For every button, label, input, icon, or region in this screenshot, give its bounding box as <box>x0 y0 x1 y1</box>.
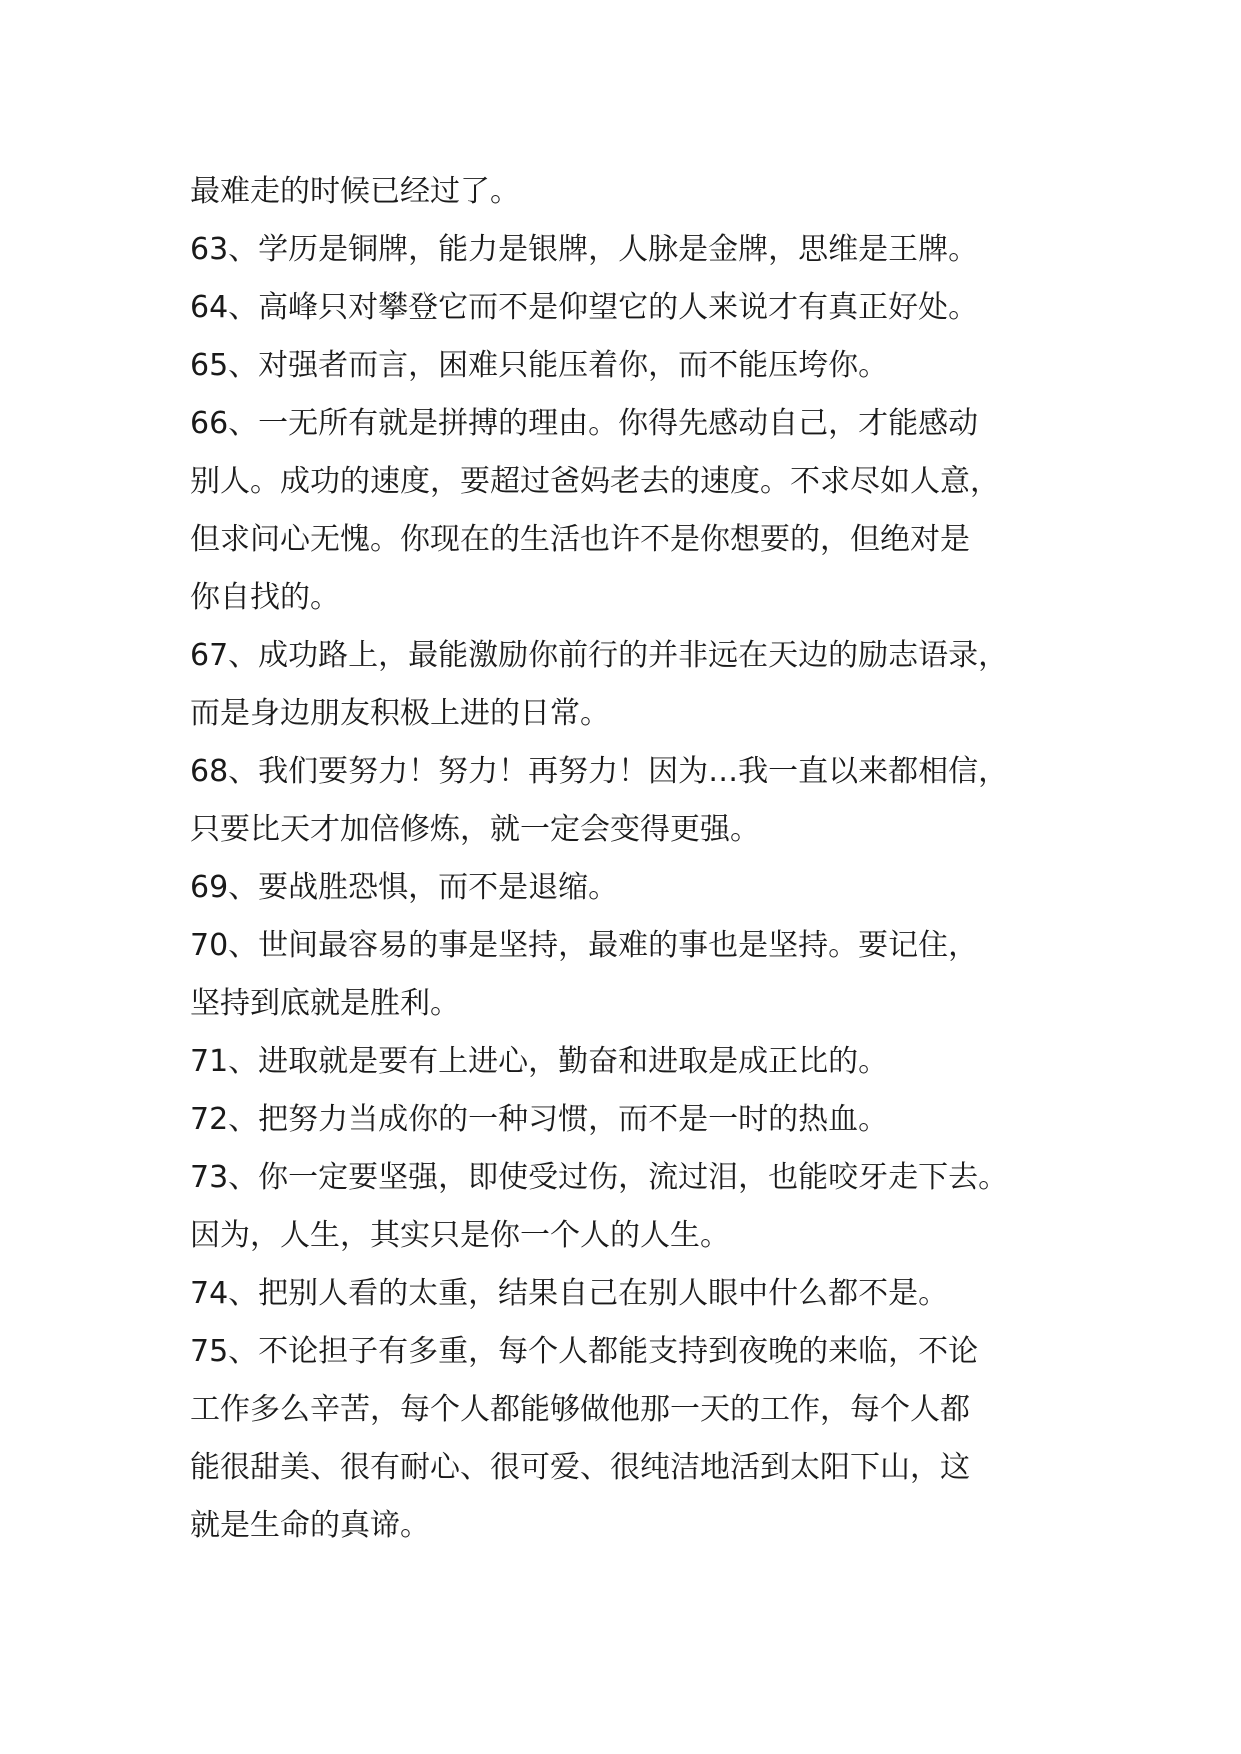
text-line: 最难走的时候已经过了。 <box>190 174 520 209</box>
text-line: 71、进取就是要有上进心，勤奋和进取是成正比的。 <box>190 1044 889 1079</box>
text-line: 74、把别人看的太重，结果自己在别人眼中什么都不是。 <box>190 1276 949 1311</box>
text-line: 66、一无所有就是拼搏的理由。你得先感动自己，才能感动 <box>190 406 979 441</box>
text-line: 63、学历是铜牌，能力是银牌，人脉是金牌，思维是王牌。 <box>190 232 979 267</box>
text-line: 而是身边朋友积极上进的日常。 <box>190 696 610 731</box>
text-line: 别人。成功的速度，要超过爸妈老去的速度。不求尽如人意， <box>190 464 1000 499</box>
text-line: 69、要战胜恐惧，而不是退缩。 <box>190 870 619 905</box>
text-line: 坚持到底就是胜利。 <box>190 986 460 1021</box>
text-line: 64、高峰只对攀登它而不是仰望它的人来说才有真正好处。 <box>190 290 979 325</box>
text-line: 75、不论担子有多重，每个人都能支持到夜晚的来临，不论 <box>190 1334 979 1369</box>
text-line: 因为，人生，其实只是你一个人的人生。 <box>190 1218 730 1253</box>
text-line: 70、世间最容易的事是坚持，最难的事也是坚持。要记住， <box>190 928 979 963</box>
document-body <box>190 163 1090 1555</box>
text-line: 72、把努力当成你的一种习惯，而不是一时的热血。 <box>190 1102 889 1137</box>
text-line: 只要比天才加倍修炼，就一定会变得更强。 <box>190 812 760 847</box>
text-line: 工作多么辛苦，每个人都能够做他那一天的工作，每个人都 <box>190 1392 970 1427</box>
text-line: 你自找的。 <box>190 580 340 615</box>
text-line: 67、成功路上，最能激励你前行的并非远在天边的励志语录， <box>190 638 1009 673</box>
text-line: 但求问心无愧。你现在的生活也许不是你想要的，但绝对是 <box>190 522 970 557</box>
text-line: 就是生命的真谛。 <box>190 1508 430 1543</box>
text-line: 65、对强者而言，困难只能压着你，而不能压垮你。 <box>190 348 889 383</box>
text-line: 73、你一定要坚强，即使受过伤，流过泪，也能咬牙走下去。 <box>190 1160 1009 1195</box>
text-line: 68、我们要努力！努力！再努力！因为…我一直以来都相信， <box>190 754 1009 789</box>
text-line: 能很甜美、很有耐心、很可爱、很纯洁地活到太阳下山，这 <box>190 1450 970 1485</box>
